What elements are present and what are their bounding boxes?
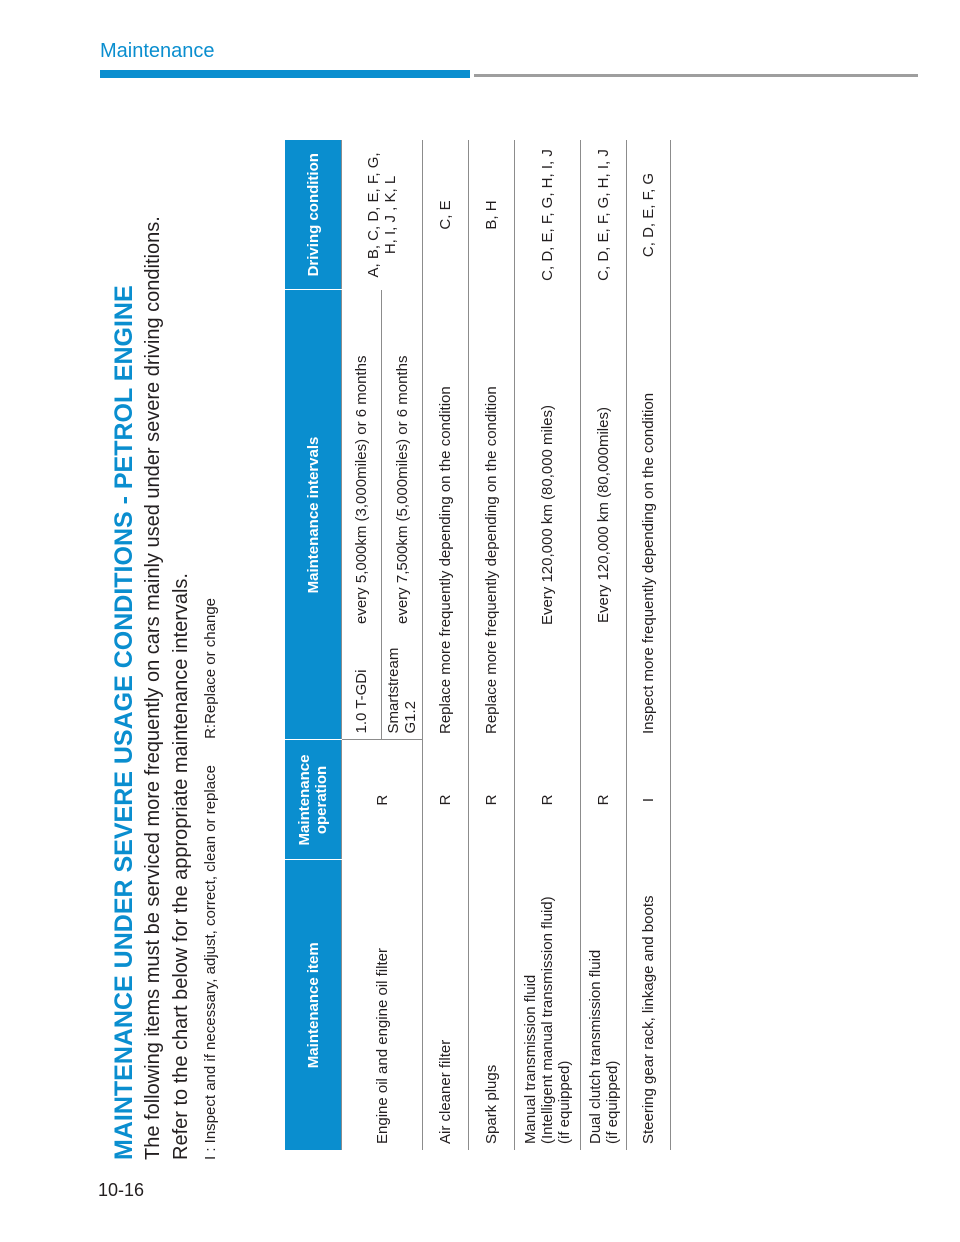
row-item bbox=[581, 860, 627, 1150]
row-item: Air cleaner filter bbox=[423, 860, 469, 1150]
row-operation: R bbox=[581, 740, 627, 860]
row-interval: Every 120,000 km (80,000miles) bbox=[581, 290, 627, 740]
row-item: Steering gear rack, linkage and boots bbox=[627, 860, 671, 1150]
row-engine: Smartstream G1.2 bbox=[382, 630, 423, 740]
legend-replace: R:Replace or change bbox=[202, 597, 219, 739]
row-operation: I bbox=[627, 740, 671, 860]
row-item-line: Dual clutch transmission fluid bbox=[586, 949, 604, 1144]
header-accent-bar bbox=[100, 70, 470, 78]
row-interval: Inspect more frequently depending on the condition bbox=[627, 290, 671, 740]
row-item-line: Manual transmission fluid bbox=[522, 974, 539, 1144]
table-row bbox=[469, 140, 515, 1150]
row-operation: R bbox=[342, 740, 423, 860]
row-condition: C, D, E, F, G bbox=[627, 140, 671, 290]
page-number: 10-16 bbox=[98, 1180, 145, 1200]
table-row bbox=[423, 140, 469, 1150]
row-item: Engine oil and engine oil filter bbox=[342, 860, 423, 1150]
row-item bbox=[515, 860, 581, 1150]
table-row bbox=[581, 140, 627, 1150]
row-condition: C, E bbox=[423, 140, 469, 290]
intro-line-2: Refer to the chart below for the appropriate maintenance intervals. bbox=[170, 573, 192, 1160]
row-interval: Replace more frequently depending on the condition bbox=[423, 290, 469, 740]
row-condition: B, H bbox=[469, 140, 515, 290]
table-row bbox=[515, 140, 581, 1150]
header-item: Maintenance item bbox=[285, 860, 342, 1150]
row-interval: every 7,500km (5,000miles) or 6 months bbox=[382, 290, 423, 630]
legend bbox=[202, 576, 219, 1160]
header-intervals: Maintenance intervals bbox=[285, 290, 342, 740]
row-engine: 1.0 T-GDi bbox=[342, 630, 382, 740]
row-item-line: (if equipped) bbox=[603, 1060, 621, 1144]
row-interval: Every 120,000 km (80,000 miles) bbox=[515, 290, 581, 740]
table-row bbox=[627, 140, 671, 1150]
section-title: Maintenance bbox=[100, 40, 215, 62]
row-interval: every 5,000km (3,000miles) or 6 months bbox=[342, 290, 382, 630]
row-operation: R bbox=[515, 740, 581, 860]
rotated-content bbox=[110, 100, 690, 1160]
header-rule bbox=[474, 74, 918, 77]
header-operation: Maintenance operation bbox=[285, 740, 342, 860]
row-condition: C, D, E, F, G, H, I, J bbox=[515, 140, 581, 290]
header-condition: Driving condition bbox=[285, 140, 342, 290]
row-condition: A, B, C, D, E, F, G, H, I, J , K, L bbox=[342, 140, 423, 290]
table-header-row bbox=[285, 140, 342, 1150]
maintenance-table bbox=[285, 140, 671, 1150]
row-item-line: (if equipped) bbox=[556, 1060, 573, 1144]
row-item: Spark plugs bbox=[469, 860, 515, 1150]
row-operation: R bbox=[423, 740, 469, 860]
row-item-line: (Intelligent manual transmission fluid) bbox=[539, 896, 556, 1144]
page-title: MAINTENANCE UNDER SEVERE USAGE CONDITIONS - PETROL ENGINE bbox=[110, 285, 138, 1160]
row-operation: R bbox=[469, 740, 515, 860]
table-row bbox=[342, 140, 382, 1150]
intro-line-1: The following items must be serviced more frequently on cars mainly used under severe driving conditions. bbox=[142, 216, 164, 1160]
row-interval: Replace more frequently depending on the condition bbox=[469, 290, 515, 740]
legend-inspect: I : Inspect and if necessary, adjust, correct, clean or replace bbox=[202, 765, 219, 1160]
row-condition: C, D, E, F, G, H, I, J bbox=[581, 140, 627, 290]
